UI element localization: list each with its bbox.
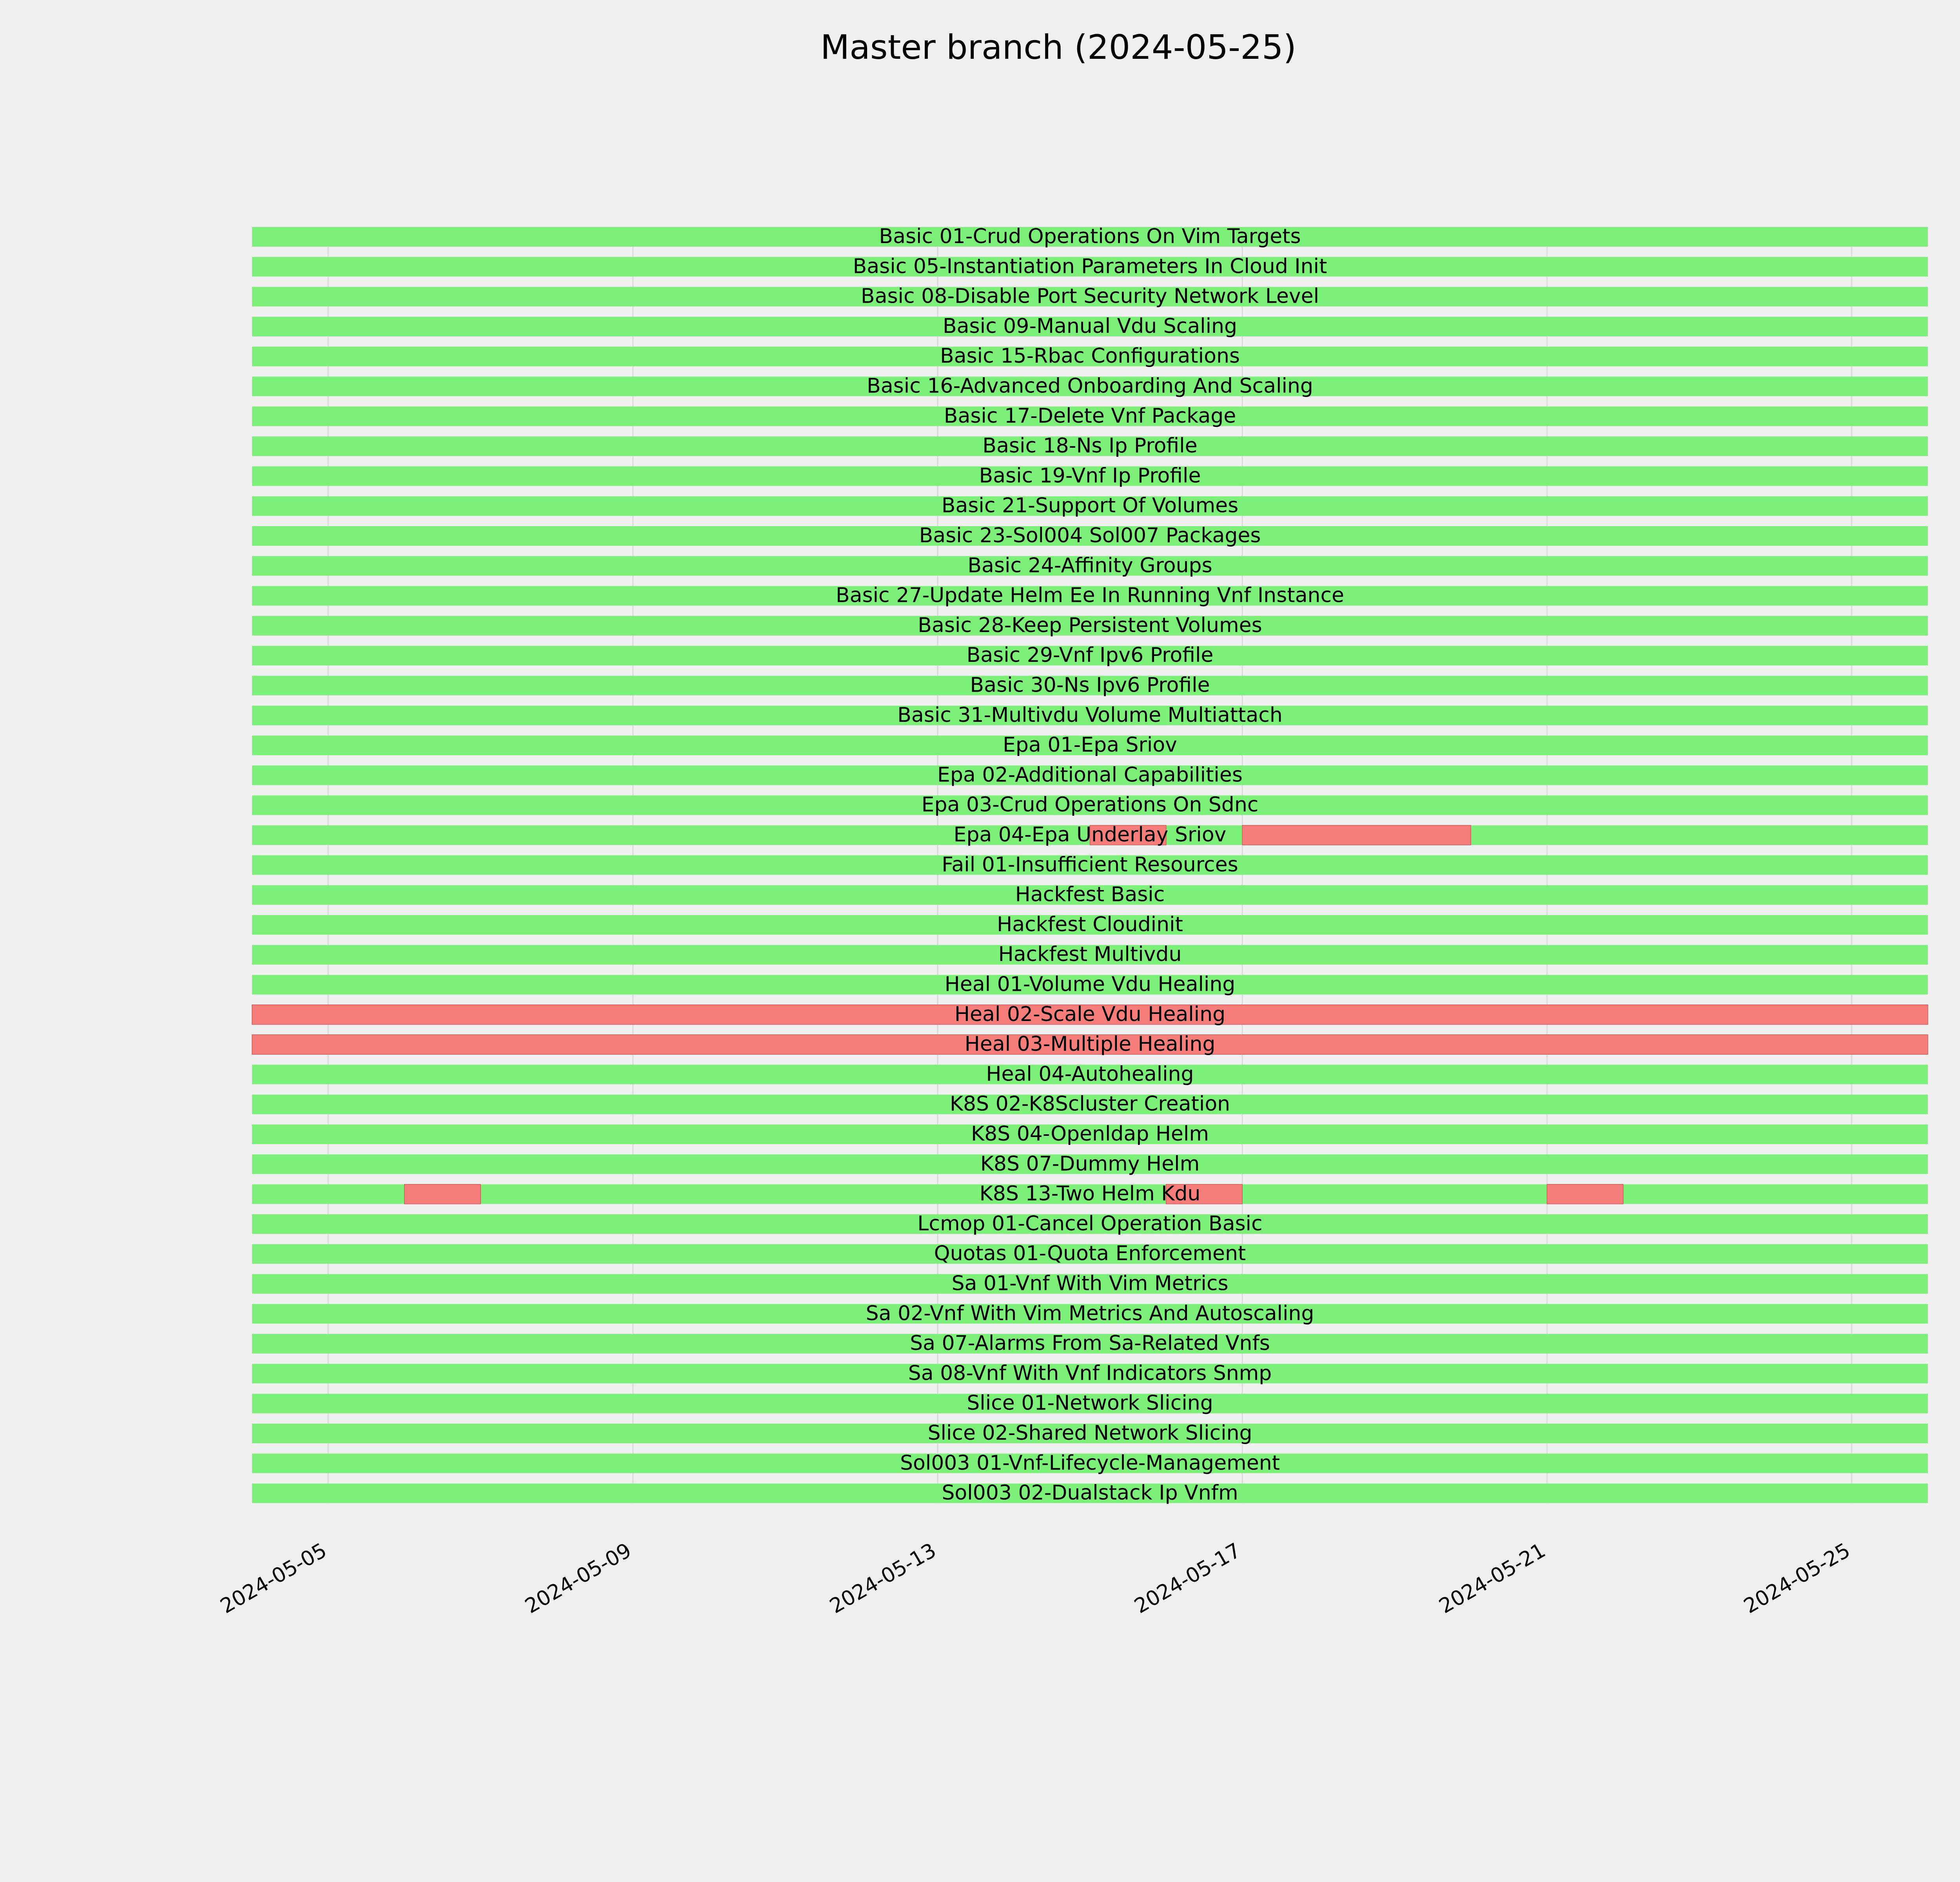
row-label: Basic 21-Support Of Volumes <box>941 494 1239 518</box>
row-label: Heal 02-Scale Vdu Healing <box>954 1002 1226 1026</box>
row-label: Sa 08-Vnf With Vnf Indicators Snmp <box>908 1361 1272 1385</box>
row-label: Hackfest Cloudinit <box>997 912 1183 936</box>
x-tick-label: 2024-05-25 <box>1740 1539 1855 1619</box>
x-tick-label: 2024-05-05 <box>216 1539 331 1619</box>
row-label: Epa 04-Epa Underlay Sriov <box>953 823 1227 847</box>
row-label: Basic 15-Rbac Configurations <box>940 344 1240 368</box>
row-label: Basic 23-Sol004 Sol007 Packages <box>919 524 1261 547</box>
x-tick-label: 2024-05-13 <box>826 1539 940 1619</box>
row-label: Hackfest Multivdu <box>998 943 1182 966</box>
row-label: Basic 24-Affinity Groups <box>967 554 1212 578</box>
row-label: Basic 30-Ns Ipv6 Profile <box>970 673 1210 697</box>
row-label: Basic 01-Crud Operations On Vim Targets <box>879 225 1301 248</box>
row-label: Sa 07-Alarms From Sa-Related Vnfs <box>910 1332 1270 1355</box>
fail-bar <box>405 1184 481 1204</box>
row-label: Lcmop 01-Cancel Operation Basic <box>917 1212 1263 1235</box>
row-label: Basic 27-Update Helm Ee In Running Vnf Instance <box>835 583 1345 607</box>
row-label: Basic 08-Disable Port Security Network Level <box>860 284 1319 308</box>
row-label: Epa 03-Crud Operations On Sdnc <box>921 793 1259 817</box>
row-label: Heal 04-Autohealing <box>986 1062 1194 1086</box>
row-label: Sa 01-Vnf With Vim Metrics <box>951 1272 1229 1295</box>
fail-bar <box>1547 1184 1623 1204</box>
row-label: K8S 02-K8Scluster Creation <box>949 1092 1230 1116</box>
row-label: Slice 01-Network Slicing <box>967 1391 1213 1415</box>
fail-bar <box>1242 825 1471 845</box>
row-label: Basic 17-Delete Vnf Package <box>944 404 1236 428</box>
row-label: Basic 18-Ns Ip Profile <box>982 434 1198 458</box>
x-tick-label: 2024-05-17 <box>1130 1539 1245 1619</box>
row-label: K8S 13-Two Helm Kdu <box>979 1182 1201 1206</box>
row-label: Basic 29-Vnf Ipv6 Profile <box>966 643 1214 667</box>
row-label: Sa 02-Vnf With Vim Metrics And Autoscaling <box>866 1301 1314 1325</box>
row-label: K8S 07-Dummy Helm <box>980 1152 1200 1176</box>
row-label: Basic 16-Advanced Onboarding And Scaling <box>867 374 1313 398</box>
row-label: Fail 01-Insufficient Resources <box>942 853 1238 877</box>
row-label: Slice 02-Shared Network Slicing <box>927 1421 1252 1445</box>
row-label: Quotas 01-Quota Enforcement <box>934 1242 1246 1266</box>
row-label: Heal 01-Volume Vdu Healing <box>944 972 1236 996</box>
chart-title: Master branch (2024-05-25) <box>820 28 1297 67</box>
row-label: K8S 04-Openldap Helm <box>971 1122 1209 1146</box>
x-tick-label: 2024-05-21 <box>1435 1539 1550 1619</box>
row-label: Epa 02-Additional Capabilities <box>937 763 1243 787</box>
row-label: Basic 19-Vnf Ip Profile <box>979 464 1201 488</box>
row-label: Heal 03-Multiple Healing <box>964 1032 1216 1056</box>
row-label: Sol003 01-Vnf-Lifecycle-Management <box>900 1451 1280 1475</box>
row-label: Basic 31-Multivdu Volume Multiattach <box>897 703 1283 727</box>
row-label: Epa 01-Epa Sriov <box>1003 733 1177 757</box>
row-label: Basic 09-Manual Vdu Scaling <box>942 314 1238 338</box>
x-tick-label: 2024-05-09 <box>521 1539 636 1619</box>
row-label: Basic 05-Instantiation Parameters In Cloud Init <box>853 254 1327 278</box>
row-label: Sol003 02-Dualstack Ip Vnfm <box>942 1481 1238 1505</box>
row-label: Hackfest Basic <box>1015 883 1165 906</box>
row-label: Basic 28-Keep Persistent Volumes <box>918 613 1262 637</box>
